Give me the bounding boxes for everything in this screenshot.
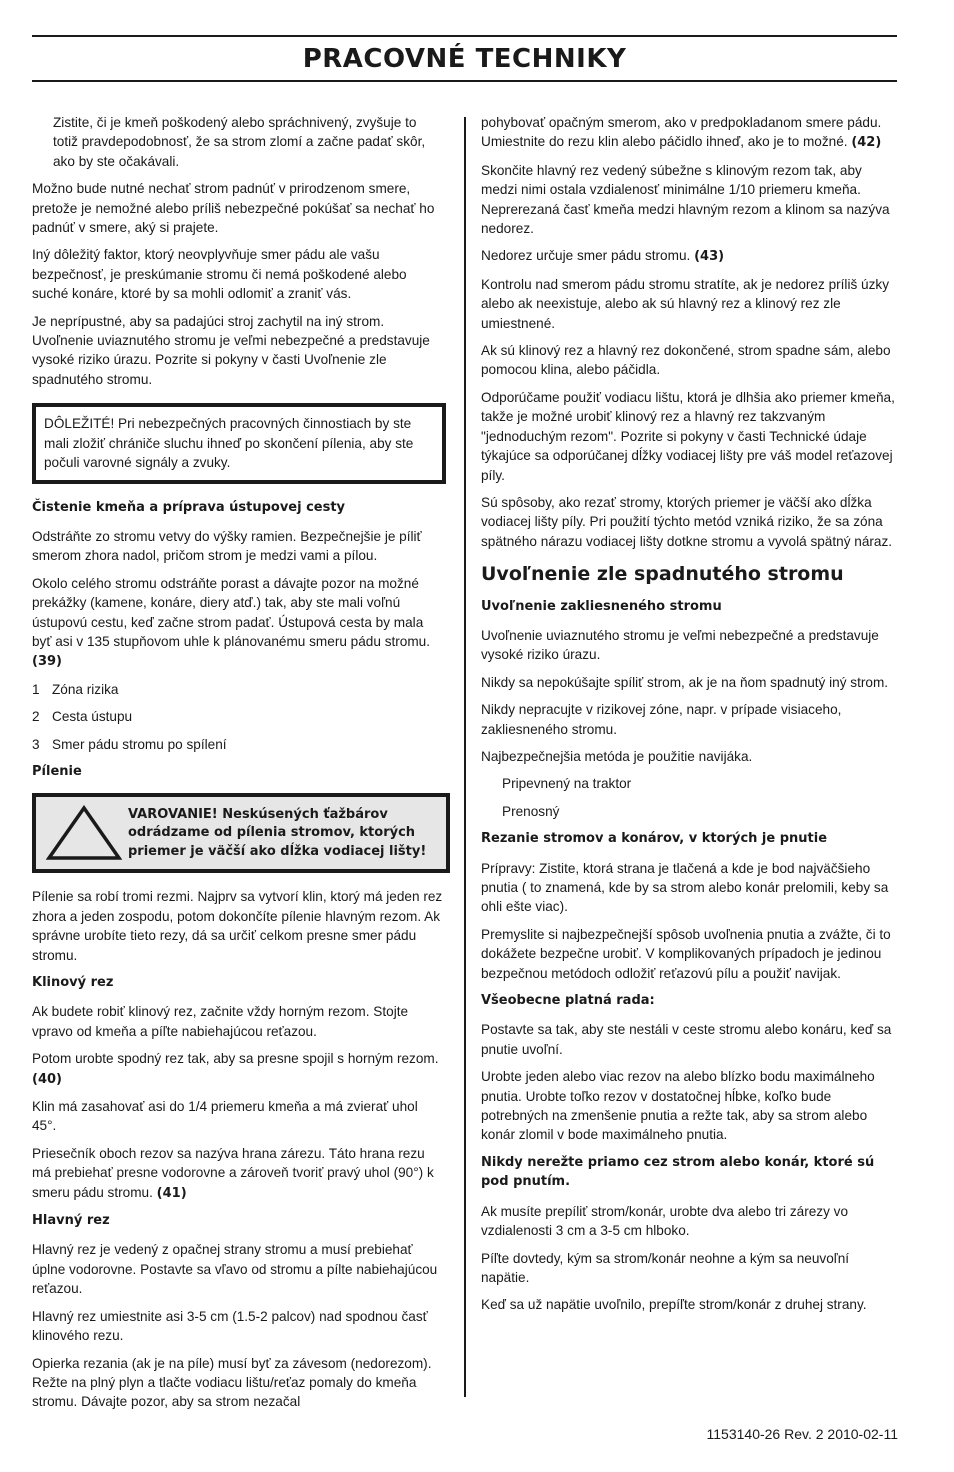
warning-box	[32, 793, 450, 873]
paragraph: Ak musíte prepíliť strom/konár, urobte dva alebo tri zárezy vo vzdialenosti 3 cm a 3-5 cm hlboko.	[481, 1203, 849, 1239]
option-item: Pripevnený na traktor	[502, 776, 632, 792]
paragraph-text: Okolo celého stromu odstráňte porast a dávajte pozor na možné prekážky (kamene, konáre, diery atď.) tak, aby ste mali voľnú ústupovú cestu, keď začne strom padať. Ústupová cesta by mala byť asi v 135 stupňovom uhle k plánovanému smeru pádu stromu.	[32, 575, 431, 649]
column-divider	[464, 117, 466, 1397]
paragraph: Nikdy nepracujte v rizikovej zóne, napr. v prípade visiaceho, zakliesneného stromu.	[481, 702, 842, 737]
list-item	[32, 707, 444, 726]
page-title: PRACOVNÉ TECHNIKY	[302, 44, 627, 74]
list-item	[32, 735, 444, 754]
option-item: Prenosný	[502, 803, 560, 819]
list-number: 2	[32, 709, 40, 725]
paragraph: Zistite, či je kmeň poškodený alebo spráchnivený, zvyšuje to totiž pravdepodobnosť, že sa strom zlomí a začne padať skôr, ako by ste očakávali.	[53, 115, 426, 169]
right-column	[481, 113, 897, 1323]
paragraph: Ak sú klinový rez a hlavný rez dokončené, strom spadne sám, alebo pomocou klina, alebo páčidla.	[481, 343, 891, 378]
subheading-sawing: Pílenie	[32, 763, 82, 779]
figure-ref: (39)	[32, 654, 62, 670]
paragraph: Skončite hlavný rez vedený súbežne s klinovým rezom tak, aby medzi nimi ostala vzdialenosť minimálne 1/10 priemeru kmeňa. Neprerezaná časť kmeňa medzi hlavným rezom a klinom sa nazýva nedorez.	[481, 162, 890, 237]
list-item	[32, 680, 444, 699]
paragraph: Keď sa už napätie uvoľnilo, prepíľte strom/konár z druhej strany.	[481, 1297, 867, 1313]
paragraph: Urobte jeden alebo viac rezov na alebo blízko bodu maximálneho pnutia. Urobte toľko rezov v dostatočnej hĺbke, koľko bude potrebných na zmenšenie pnutia a režte tak, aby sa strom alebo konár zlomil v bode maximálneho pnutia.	[481, 1069, 875, 1143]
subheading-stuck-tree: Uvoľnenie zakliesneného stromu	[481, 598, 722, 614]
subheading-cleaning: Čistenie kmeňa a príprava ústupovej cesty	[32, 499, 346, 515]
paragraph	[32, 1049, 444, 1089]
warning-inner	[36, 797, 446, 869]
paragraph	[32, 1144, 444, 1203]
list-text: Smer pádu stromu po spílení	[52, 736, 227, 752]
footer-document-code: 1153140-26 Rev. 2 2010-02-11	[706, 1426, 898, 1442]
paragraph: Píľte dovtedy, kým sa strom/konár neohne a kým sa neuvoľní napätie.	[481, 1250, 850, 1285]
header-rule-bottom	[32, 80, 897, 82]
paragraph: Klin má zasahovať asi do 1/4 priemeru kmeňa a má zvierať uhol 45°.	[32, 1099, 418, 1134]
warning-text: VAROVANIE! Neskúsených ťažbárov odrádzame od pílenia stromov, ktorých priemer je väčší ako dĺžka vodiacej lišty!	[128, 806, 427, 859]
subheading-tension: Rezanie stromov a konárov, v ktorých je pnutie	[481, 831, 828, 847]
paragraph: Opierka rezania (ak je na píle) musí byť za závesom (nedorezom). Režte na plný plyn a tlačte vodiacu lištu/reťaz pomaly do kmeňa stromu. Dávajte pozor, aby sa strom nezačal	[32, 1355, 432, 1410]
subheading-general-advice: Všeobecne platná rada:	[481, 993, 655, 1009]
left-column	[32, 113, 444, 1420]
paragraph: Ak budete robiť klinový rez, začnite vždy horným rezom. Stojte vpravo od kmeňa a píľte nabiehajúcou reťazou.	[32, 1004, 409, 1039]
subheading-wedge-cut: Klinový rez	[32, 975, 114, 990]
paragraph-text: Potom urobte spodný rez tak, aby sa presne spojil s horným rezom.	[32, 1051, 439, 1067]
figure-ref: (41)	[156, 1185, 187, 1201]
section-heading: Uvoľnenie zle spadnutého stromu	[481, 563, 844, 586]
paragraph: Sú spôsoby, ako rezať stromy, ktorých priemer je väčší ako dĺžka vodiacej lišty píly. Pri použití týchto metód vzniká riziko, že sa zóna spätného nárazu vodiacej lišty dotkne stromu a vyvolá spätný náraz.	[481, 494, 893, 549]
list-text: Zóna rizika	[52, 681, 119, 697]
paragraph: Odporúčame použiť vodiacu lištu, ktorá je dlhšia ako priemer kmeňa, takže je možné urobiť klinový rez a hlavný rez takzvaným "jednoduchým rezom". Pozrite si pokyny v časti Technické údaje týkajúce sa odporúčanej dĺžky vodiacej lišty pre váš model reťazovej píly.	[481, 389, 895, 483]
paragraph: Odstráňte zo stromu vetvy do výšky ramien. Bezpečnejšie je píliť smerom zhora nadol, pričom strom je medzi vami a pílou.	[32, 528, 422, 564]
paragraph: Premyslite si najbezpečnejší spôsob uvoľnenia pnutia a zvážte, či to dokážete bezpečne urobiť. V komplikovaných prípadoch je jedinou bezpečnou metódoch odložiť reťazovú pílu a použiť navijak.	[481, 926, 891, 981]
figure-ref: (43)	[694, 249, 725, 265]
header-rule-top	[32, 35, 897, 37]
paragraph-text: pohybovať opačným smerom, ako v predpokladanom smere pádu. Umiestnite do rezu klin alebo páčidlo ihneď, ako je to možné.	[481, 115, 882, 150]
warning-triangle-icon	[46, 805, 122, 861]
paragraph: Prípravy: Zistite, ktorá strana je tlačená a kde je bod najväčšieho pnutia ( to znamená, kde by sa strom alebo konár prelomili, keby sa ohli ešte viac).	[481, 860, 889, 915]
figure-ref: (42)	[851, 135, 882, 151]
paragraph: Najbezpečnejšia metóda je použitie navijáka.	[481, 748, 753, 764]
paragraph: Kontrolu nad smerom pádu stromu stratíte, ak je nedorez príliš úzky alebo ak neexistuje, alebo ak sú hlavný rez a klinový rez zle umiestnené.	[481, 276, 889, 331]
list-number: 1	[32, 681, 40, 697]
paragraph: Postavte sa tak, aby ste nestáli v ceste stromu alebo konáru, keď sa pnutie uvoľní.	[481, 1022, 892, 1057]
paragraph-text: Nedorez určuje smer pádu stromu.	[481, 248, 691, 264]
important-note-box	[32, 403, 446, 483]
paragraph: Iný dôležitý faktor, ktorý neovplyvňuje smer pádu ale vašu bezpečnosť, je preskúmanie stromu či nemá poškodené alebo suché konáre, ktoré by sa mohli odlomiť a zraniť vás.	[32, 247, 407, 302]
paragraph-text: Priesečník oboch rezov sa nazýva hrana zárezu. Táto hrana rezu má prebiehať presne vodorovne a zároveň tvoriť pravý uhol (90°) k smeru pádu stromu.	[32, 1145, 434, 1200]
list-number: 3	[32, 736, 40, 752]
important-note-text: DÔLEŽITÉ! Pri nebezpečných pracovných činnostiach by ste mali zložiť chrániče sluchu ihneď po skončení pílenia, aby ste počuli varovné signály a zvuky.	[44, 416, 414, 471]
paragraph	[32, 574, 444, 672]
list-text: Cesta ústupu	[52, 709, 133, 725]
paragraph: Hlavný rez umiestnite asi 3-5 cm (1.5-2 palcov) nad spodnou časť klinového rezu.	[32, 1308, 428, 1344]
figure-ref: (40)	[32, 1071, 62, 1087]
paragraph: Pílenie sa robí tromi rezmi. Najprv sa vytvorí klin, ktorý má jeden rez zhora a jeden zospodu, potom dokončíte pílenie hlavným rezom. Ak správne urobíte tieto rezy, dá sa určiť celkom presne smer pádu stromu.	[32, 889, 443, 963]
paragraph: Možno bude nutné nechať strom padnúť v prirodzenom smere, pretože je nemožné alebo príliš nebezpečné pokúšať sa nechať ho padnúť v smere, aký si prajete.	[32, 181, 435, 236]
paragraph: Uvoľnenie uviaznutého stromu je veľmi nebezpečné a predstavuje vysoké riziko úrazu.	[481, 627, 879, 663]
paragraph: Je neprípustné, aby sa padajúci stroj zachytil na iný strom. Uvoľnenie uviaznutého stromu je veľmi nebezpečné a predstavuje vysoké riziko úrazu. Pozrite si pokyny v časti Uvoľnenie zle spadnutého stromu.	[32, 313, 430, 387]
paragraph	[481, 113, 897, 153]
paragraph	[481, 246, 897, 266]
paragraph: Nikdy sa nepokúšajte spíliť strom, ak je na ňom spadnutý iný strom.	[481, 674, 889, 690]
bold-warning-line: Nikdy nerežte priamo cez strom alebo konár, ktoré sú pod pnutím.	[481, 1154, 875, 1190]
subheading-main-cut: Hlavný rez	[32, 1213, 110, 1229]
paragraph: Hlavný rez je vedený z opačnej strany stromu a musí prebiehať úplne vodorovne. Postavte sa vľavo od stromu a pílte nabiehajúcou reťazou.	[32, 1242, 438, 1297]
